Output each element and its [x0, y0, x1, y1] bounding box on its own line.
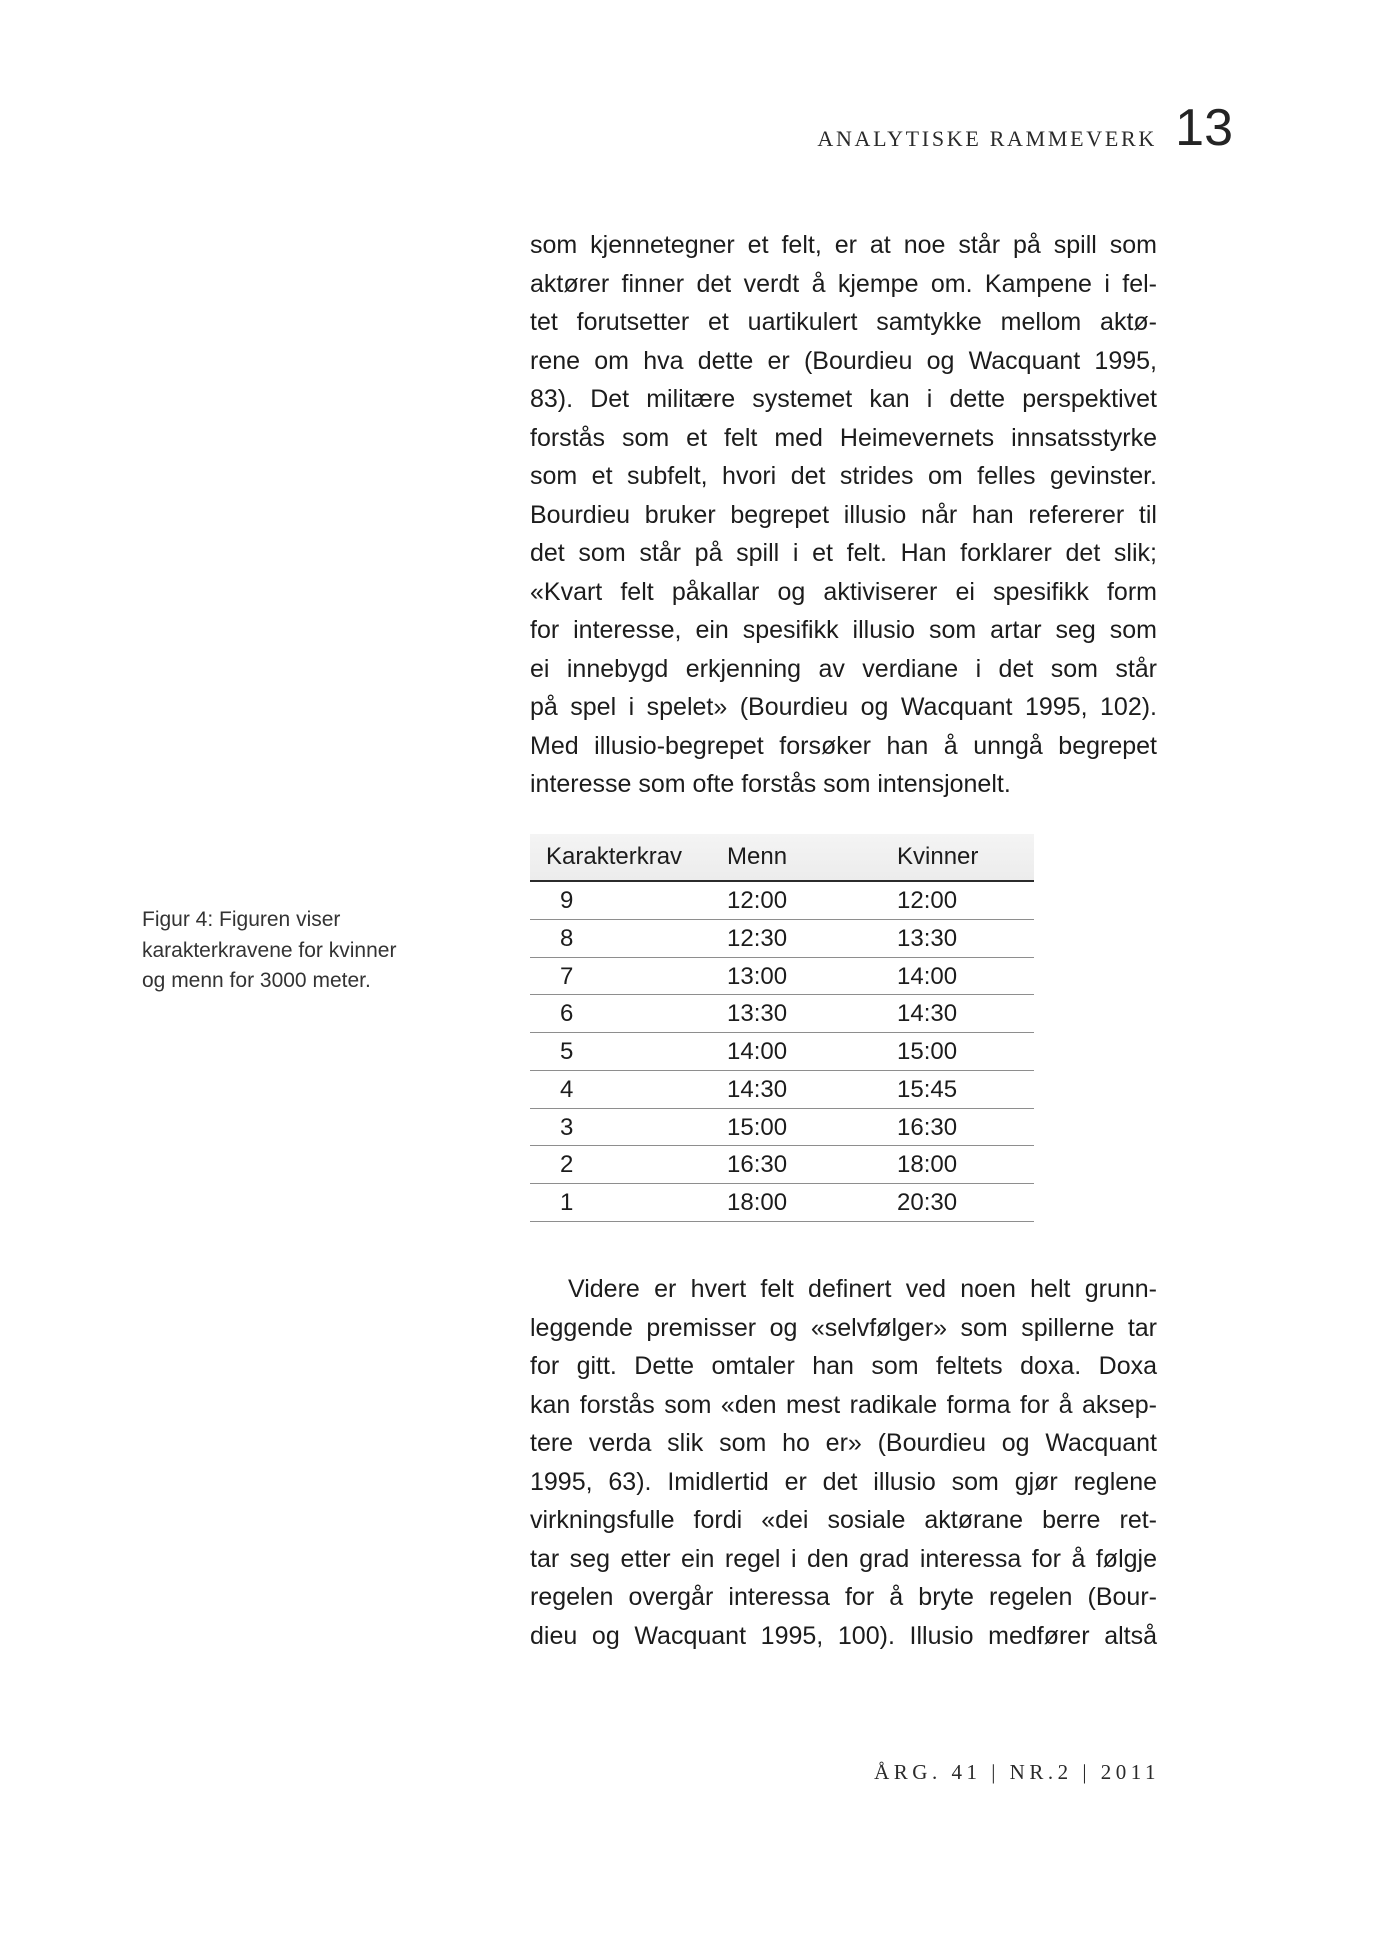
men-time-cell: 15:00: [727, 1113, 788, 1141]
body-text-line: dieu og Wacquant 1995, 100). Illusio medfører altså: [530, 1621, 1157, 1650]
men-time-cell: 13:00: [727, 962, 788, 990]
body-text-line: rene om hva dette er (Bourdieu og Wacquant 1995,: [530, 346, 1157, 375]
body-text-line: virkningsfulle fordi «dei sosiale aktørane berre ret-: [530, 1506, 1157, 1534]
grade-cell: 9: [560, 887, 574, 914]
running-head: ANALYTISKE RAMMEVERK: [817, 126, 1157, 151]
body-paragraph: [530, 226, 1157, 804]
figure-caption-line: Figur 4: Figuren viser: [142, 908, 341, 931]
table-row: [530, 995, 1034, 1033]
table-row: [530, 1184, 1034, 1222]
body-text-line: Bourdieu bruker begrepet illusio når han refererer til: [530, 500, 1157, 529]
men-time-cell: 13:30: [727, 1000, 788, 1028]
grade-cell: 3: [560, 1113, 574, 1141]
table-row: [530, 1033, 1034, 1071]
issue-footer: ÅRG. 41 | NR.2 | 2011: [874, 1760, 1160, 1784]
table-row: [530, 1146, 1034, 1184]
body-text-line: «Kvart felt påkallar og aktiviserer ei spesifikk form: [530, 577, 1157, 606]
grade-cell: 6: [560, 1000, 574, 1028]
women-time-cell: 13:30: [897, 924, 958, 952]
grade-cell: 5: [560, 1038, 574, 1065]
women-time-cell: 12:00: [897, 887, 958, 914]
grade-cell: 8: [560, 924, 574, 952]
grade-cell: 2: [560, 1151, 574, 1179]
women-time-cell: 20:30: [897, 1189, 958, 1216]
body-text-line: tar seg etter ein regel i den grad interessa for å følgje: [530, 1544, 1157, 1573]
body-text-line: Videre er hvert felt definert ved noen helt grunn-: [568, 1275, 1157, 1303]
body-text-line: leggende premisser og «selvfølger» som spillerne tar: [530, 1313, 1157, 1342]
body-text-line: forstås som et felt med Heimevernets innsatsstyrke: [530, 423, 1157, 452]
women-time-cell: 15:45: [897, 1075, 958, 1103]
grade-cell: 7: [560, 962, 574, 990]
table-row: [530, 958, 1034, 996]
body-text-line: interesse som ofte forstås som intensjonelt.: [530, 770, 1011, 798]
women-time-cell: 14:30: [897, 1000, 958, 1028]
men-time-cell: 14:00: [727, 1038, 788, 1065]
body-paragraph: [530, 1270, 1157, 1655]
body-text-line: tet forutsetter et uartikulert samtykke mellom aktø-: [530, 308, 1157, 336]
body-text-line: ei innebygd erkjenning av verdiane i det som står: [530, 654, 1157, 683]
men-time-cell: 16:30: [727, 1151, 788, 1179]
body-text-line: Med illusio-begrepet forsøker han å unngå begrepet: [530, 731, 1157, 760]
column-header-grade: Karakterkrav: [546, 843, 683, 870]
men-time-cell: 18:00: [727, 1189, 788, 1216]
body-text-line: for interesse, ein spesifikk illusio som artar seg som: [530, 616, 1157, 644]
body-text-line: regelen overgår interessa for å bryte regelen (Bour-: [530, 1583, 1157, 1611]
table-row: [530, 920, 1034, 958]
body-text-line: som et subfelt, hvori det strides om felles gevinster.: [530, 462, 1157, 490]
figure-caption: [142, 905, 396, 997]
grade-cell: 4: [560, 1075, 574, 1103]
body-text-line: 1995, 63). Imidlertid er det illusio som gjør reglene: [530, 1467, 1157, 1496]
body-text-line: kan forstås som «den mest radikale forma for å aksep-: [530, 1390, 1157, 1419]
table-row: [530, 1071, 1034, 1109]
figure-caption-line: karakterkravene for kvinner: [142, 938, 397, 962]
body-text-line: aktører finner det verdt å kjempe om. Kampene i fel-: [530, 269, 1157, 298]
table-header-row: [530, 834, 1034, 882]
body-text-line: tere verda slik som ho er» (Bourdieu og Wacquant: [530, 1429, 1157, 1457]
table-row: [530, 1109, 1034, 1147]
body-text-line: 83). Det militære systemet kan i dette perspektivet: [530, 385, 1157, 413]
table-row: [530, 882, 1034, 920]
men-time-cell: 12:00: [727, 887, 788, 914]
men-time-cell: 14:30: [727, 1075, 788, 1103]
page-number: 13: [1175, 99, 1233, 157]
women-time-cell: 18:00: [897, 1151, 958, 1179]
grade-requirements-table: [530, 834, 1034, 1222]
body-text-line: som kjennetegner et felt, er at noe står på spill som: [530, 231, 1157, 259]
column-header-women: Kvinner: [897, 843, 979, 870]
body-text-line: det som står på spill i et felt. Han forklarer det slik;: [530, 539, 1157, 567]
women-time-cell: 15:00: [897, 1038, 958, 1065]
column-header-men: Menn: [727, 843, 788, 870]
women-time-cell: 16:30: [897, 1113, 958, 1141]
body-text-line: på spel i spelet» (Bourdieu og Wacquant 1995, 102).: [530, 693, 1157, 721]
body-text-line: for gitt. Dette omtaler han som feltets doxa. Doxa: [530, 1352, 1157, 1380]
grade-cell: 1: [560, 1189, 574, 1216]
women-time-cell: 14:00: [897, 962, 958, 990]
men-time-cell: 12:30: [727, 924, 788, 952]
figure-caption-line: og menn for 3000 meter.: [142, 969, 371, 992]
